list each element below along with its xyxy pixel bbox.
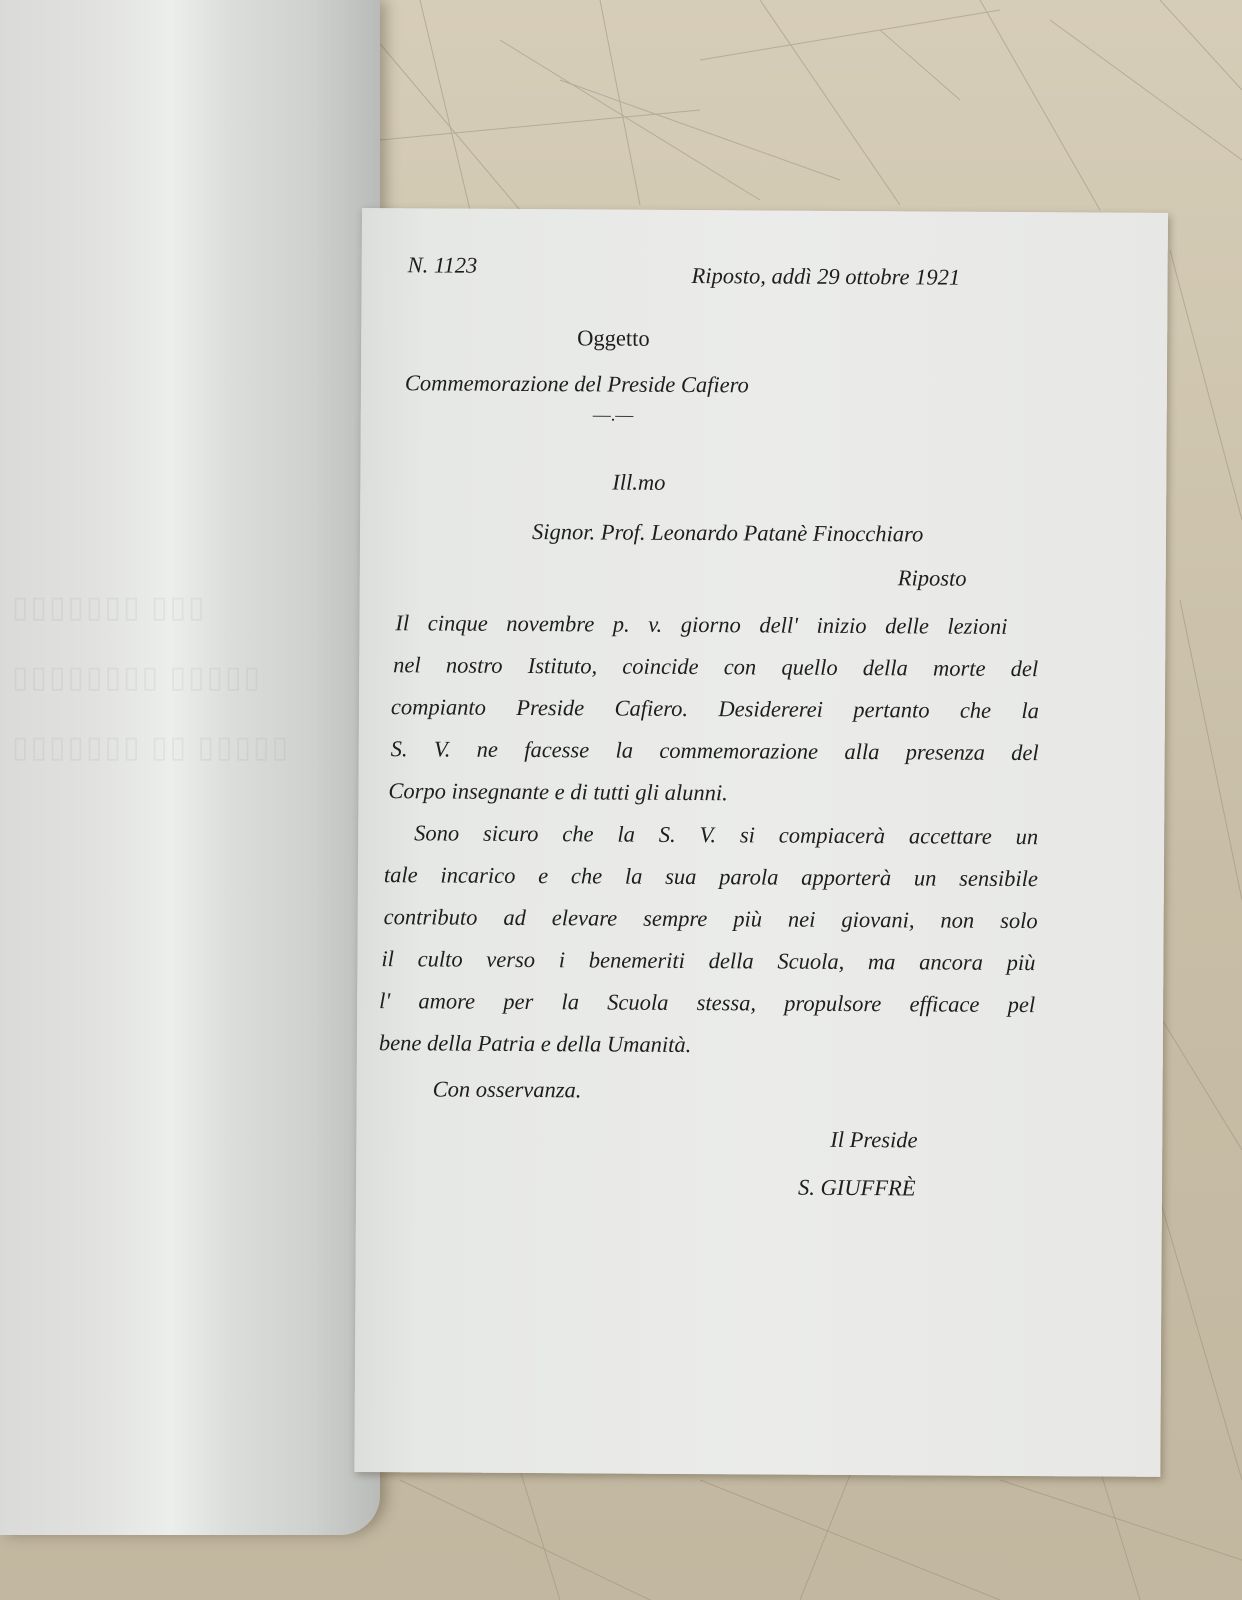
body-line: nel nostro Istituto, coincide con quello della morte del: [393, 652, 1039, 682]
closing: Con osservanza.: [432, 1076, 582, 1103]
signer-title: Il Preside: [830, 1126, 918, 1153]
body-line: il culto verso i benemeriti della Scuola, ma ancora più: [381, 946, 1036, 976]
protocol-number: N. 1123: [407, 252, 478, 278]
signer-name: S. GIUFFRÈ: [797, 1174, 916, 1201]
recipient-name: Signor. Prof. Leonardo Patanè Finocchiaro: [531, 519, 924, 547]
bleed-through-text: ▯▯▯▯▯ ▯▯▯▯▯▯▯▯: [10, 661, 261, 694]
body-line: Il cinque novembre p. v. giorno dell' inizio delle lezioni: [395, 610, 1008, 639]
body-line: compianto Preside Cafiero. Desidererei pertanto che la: [390, 694, 1040, 724]
left-blank-page: [0, 0, 380, 1535]
letter-page: [354, 208, 1168, 1477]
body-line: bene della Patria e della Umanità.: [378, 1030, 692, 1058]
body-line: S. V. ne facesse la commemorazione alla presenza del: [390, 736, 1039, 766]
bleed-through-text: ▯▯▯ ▯▯▯▯▯▯▯: [10, 591, 205, 624]
subject-heading: Oggetto: [577, 325, 650, 351]
place-and-date: Riposto, addì 29 ottobre 1921: [691, 263, 961, 290]
recipient-city: Riposto: [897, 565, 967, 591]
body-line: Sono sicuro che la S. V. si compiacerà accettare un: [414, 820, 1039, 850]
body-line: l' amore per la Scuola stessa, propulsore efficace pel: [379, 988, 1036, 1018]
bleed-through-text: ▯▯▯▯▯ ▯▯ ▯▯▯▯▯▯▯: [10, 731, 289, 764]
salutation: Ill.mo: [612, 469, 666, 495]
body-line: tale incarico e che la sua parola apporterà un sensibile: [383, 862, 1038, 892]
separator: —.—: [592, 404, 634, 425]
body-line: contributo ad elevare sempre più nei giovani, non solo: [383, 904, 1038, 934]
body-line: Corpo insegnante e di tutti gli alunni.: [388, 778, 728, 806]
subject-text: Commemorazione del Preside Cafiero: [404, 370, 749, 398]
